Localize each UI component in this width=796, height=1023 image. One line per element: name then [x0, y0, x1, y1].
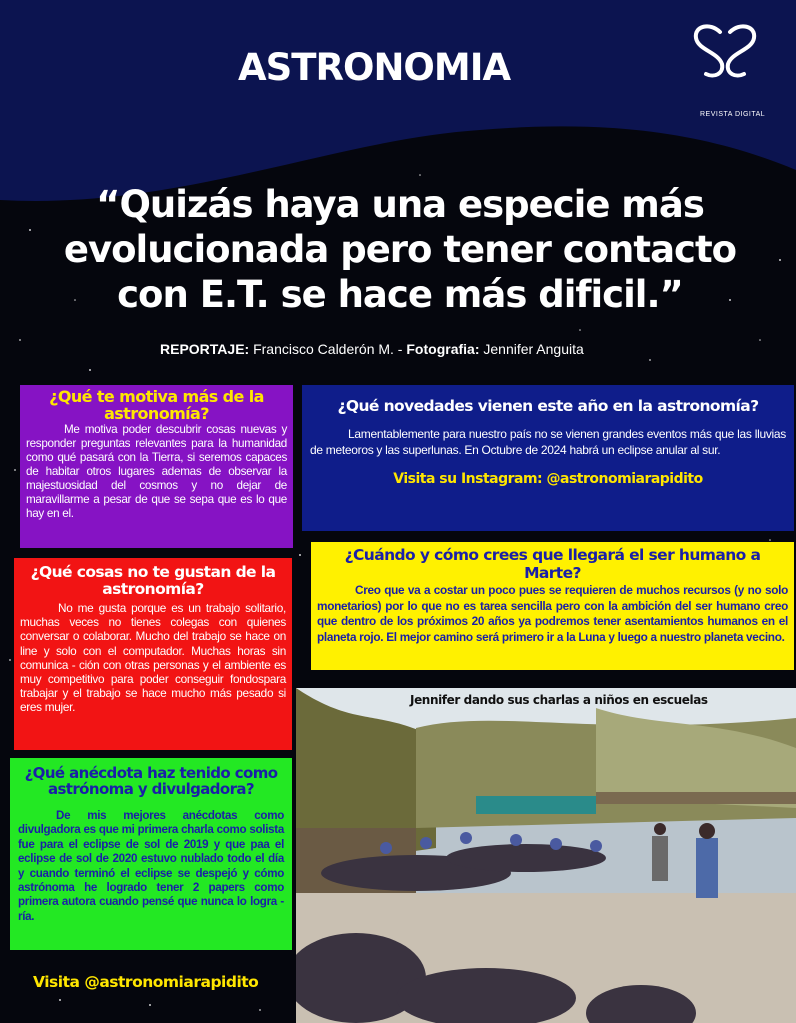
- motivation-answer: Me motiva poder descubrir cosas nuevas y responder preguntas relevantes para la humanidad como qué pasará con la Tierra, si seremos capaces de habitar otros lugares ademas de observar la majestuosidad del cosmos y no dejar de maravillarme a pesar de que se sepa que es lo que hay en el.: [26, 423, 287, 520]
- anecdote-question: ¿Qué anécdota haz tenido como astrónoma y divulgadora?: [24, 764, 278, 798]
- magazine-logo-icon: [690, 22, 760, 82]
- reportaje-label: REPORTAJE:: [160, 341, 250, 357]
- credits-line: [160, 341, 584, 357]
- reportaje-name: Francisco Calderón M. -: [253, 341, 403, 357]
- news-answer: Lamentablemente para nuestro país no se vienen grandes eventos más que las lluvias de meteoros y las superlunas. En Octubre de 2024 habrá un eclipse anular al sur.: [310, 427, 786, 457]
- header-wave-background: [0, 0, 796, 210]
- news-question: ¿Qué novedades vienen este año en la astronomía?: [337, 397, 759, 415]
- foto-name: Jennifer Anguita: [483, 341, 584, 357]
- motivation-box: [20, 385, 293, 548]
- mars-answer: Creo que va a costar un poco pues se requieren de muchos recursos (y no solo monetarios) por lo que no es tarea sencilla pero con la ambición del ser humano creo que dentro de los próximos 20 años ya podremos tener asentamientos humanos en el planeta rojo. El mejor camino será primero ir a la Luna y luego a nuestro planeta vecino.: [317, 583, 788, 644]
- instagram-link[interactable]: Visita su Instagram: @astronomiarapidito: [393, 471, 703, 487]
- section-title: ASTRONOMIA: [238, 46, 511, 89]
- headline-quote: “Quizás haya una especie más evolucionada pero tener contacto con E.T. se hace más dificil.”: [63, 183, 737, 316]
- dislikes-box: [14, 558, 292, 750]
- anecdote-answer: De mis mejores anécdotas como divulgadora es que mi primera charla como solista fue para el eclipse de sol de 2019 y que paa el eclipse de sol de 2020 estuvo nublado todo el día y cuando terminó el eclipse se despejó y cómo astrónoma he logrado tener 2 papers como primera autora cuando pensé que nunca lo logra - ría.: [18, 809, 284, 923]
- logo-caption: REVISTA DIGITAL: [700, 111, 766, 118]
- dislikes-question: ¿Qué cosas no te gustan de la astronomía?: [30, 563, 276, 598]
- footer-instagram-link[interactable]: Visita @astronomiarapidito: [33, 973, 259, 991]
- dislikes-answer: No me gusta porque es un trabajo solitario, muchas veces no tienes colegas con quienes conversar o colaborar. Mucho del trabajo se hace on line y solo con el computador. Muchas horas sin comunica - ción con otras personas y el ambiente es muy competitivo para poder conseguir fondospara trabajar y el trabajo se hace mucho más pesado si eres mujer.: [20, 601, 286, 715]
- foto-label: Fotografia:: [406, 341, 480, 357]
- mars-question: ¿Cuándo y cómo crees que llegará el ser humano a Marte?: [344, 546, 761, 582]
- news-box: [302, 385, 794, 531]
- mars-box: [311, 542, 794, 670]
- photo-caption: Jennifer dando sus charlas a niños en escuelas: [410, 693, 708, 707]
- motivation-question: ¿Qué te motiva más de la astronomía?: [49, 387, 264, 423]
- event-photo: [296, 688, 796, 1023]
- anecdote-box: [10, 758, 292, 950]
